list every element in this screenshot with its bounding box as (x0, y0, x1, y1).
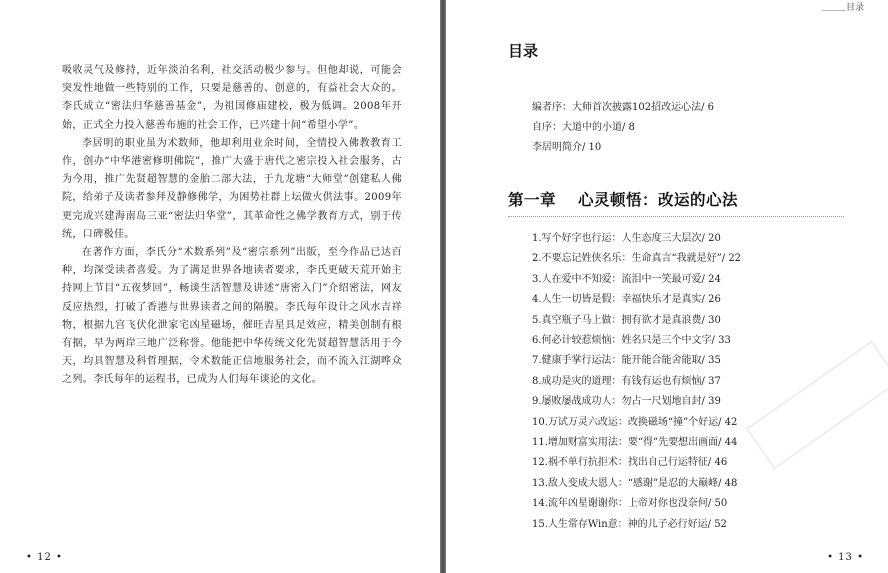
toc-entry[interactable]: 李居明简介/ 10 (532, 142, 602, 153)
right-page (446, 0, 888, 573)
toc-entry[interactable]: 14.流年凶星谢谢你：上帝对你也没奈何/ 50 (532, 498, 728, 510)
toc-entry[interactable]: 15.人生常存Win意：神的儿子必行好运/ 52 (532, 518, 727, 530)
paragraph: 在著作方面，李氏分“术数系列”及“密宗系列”出版，至今作品已达百种，均深受读者喜爱。为了满足世界各地读者要求，李氏更破天荒开始主持网上节目“五夜梦回”，畅谈生活智慧及讲述“唐密入门”介绍密法，网友反应热烈，打破了香港与世界读者之间的隔膜。李氏每年设计之风水吉祥物，根据九宫飞伏化泄家宅凶星磁场，催旺吉星具足效应，精美创制有根有据，早为两岸三地广泛称誉。他能把中华传统文化先贤超智慧活用于今天，均具智慧及科哲理据，令术数能正信地服务社会，而不流入江湖哗众之列。李氏每年的运程书，已成为人们每年谈论的文化。 (62, 247, 402, 386)
toc-entry[interactable]: 9.屡败屡战成功人：勿占一尺划地自封/ 39 (532, 396, 721, 408)
toc-entry[interactable]: 3.人在爱中不知爱：流泪中一笑最可爱/ 24 (532, 273, 721, 285)
left-page (0, 0, 440, 573)
toc-entry[interactable]: 编者序：大师首次披露102招改运心法/ 6 (532, 102, 714, 113)
toc-entry[interactable]: 12.祸不单行抗拒术：找出自己行运特征/ 46 (532, 457, 728, 469)
page-number: • 12 • (26, 552, 63, 563)
paragraph: 李居明的职业虽为术数师，他却利用业余时间，全情投入佛教教育工作，创办“中华港密修明佛院”，推广大盛于唐代之密宗投入社会服务，古为今用，推广先贤超智慧的金胎二部大法，于九龙塘“大师堂”创建私人佛院，给弟子及读者参拜及静修佛学，为困势社群上坛做火供法事。2009年更完成兴建海南岛三亚“密法归华堂”，其革命性之佛学教育方式，别于传统，口碑极佳。 (62, 137, 402, 240)
chapter-entries (532, 229, 741, 535)
toc-entry[interactable]: 6.何必计较惹烦恼：姓名只是三个中文字/ 33 (532, 335, 731, 347)
toc-title: 目录 (508, 42, 539, 60)
toc-entry[interactable]: 8.成功是灾的道理：有钱有运也有烦恼/ 37 (532, 375, 721, 387)
toc-entry[interactable]: 5.真空瓶子马上做：拥有欲才是真浪费/ 30 (532, 314, 721, 326)
paragraph: 吸收灵气及修持，近年淡泊名利，社交活动极少参与。但他却说，可能会突发性地做一些特别的工作，只要是慈善的、创意的，有益社会大众的。李氏成立“密法归华慈善基金”，为祖国修庙建校，极为低调。2008年开始，正式全力投入慈善布施的社会工作，已兴建十间“希望小学”。 (62, 65, 402, 131)
toc-entry[interactable]: 自序：大道中的小道/ 8 (532, 122, 635, 133)
toc-entry[interactable]: 11.增加财富实用法：要“得”先要想出画面/ 44 (532, 437, 738, 449)
chapter-title: 心灵顿悟：改运的心法 (578, 190, 739, 209)
toc-entry[interactable]: 13.敌人变成大恩人：“感谢”是忍的大巅峰/ 48 (532, 477, 738, 489)
toc-entry[interactable]: 1.写个好字也行运：人生态度三大层次/ 20 (532, 233, 721, 244)
page-number: • 13 • (827, 552, 864, 563)
chapter-heading (508, 188, 738, 210)
toc-entry[interactable]: 7.健康手掌行运法：能开能合能舍能取/ 35 (532, 355, 721, 367)
toc-entry[interactable]: 2.不要忘记姓侠名乐：生命真言“我就是好”/ 22 (532, 253, 742, 265)
front-matter-list (532, 98, 714, 158)
left-body-text (62, 62, 402, 390)
running-header: 目录 (845, 3, 864, 13)
toc-entry[interactable]: 10.万试万灵六改运：改换磁场“撞”个好运/ 42 (532, 416, 738, 428)
chapter-dotted-rule (508, 216, 844, 217)
watermark-stamp-icon (746, 340, 888, 469)
chapter-label: 第一章 (508, 190, 557, 209)
header-logo-icon (822, 0, 846, 11)
toc-entry[interactable]: 4.人生一切皆是假：幸福快乐才是真实/ 26 (532, 294, 721, 306)
